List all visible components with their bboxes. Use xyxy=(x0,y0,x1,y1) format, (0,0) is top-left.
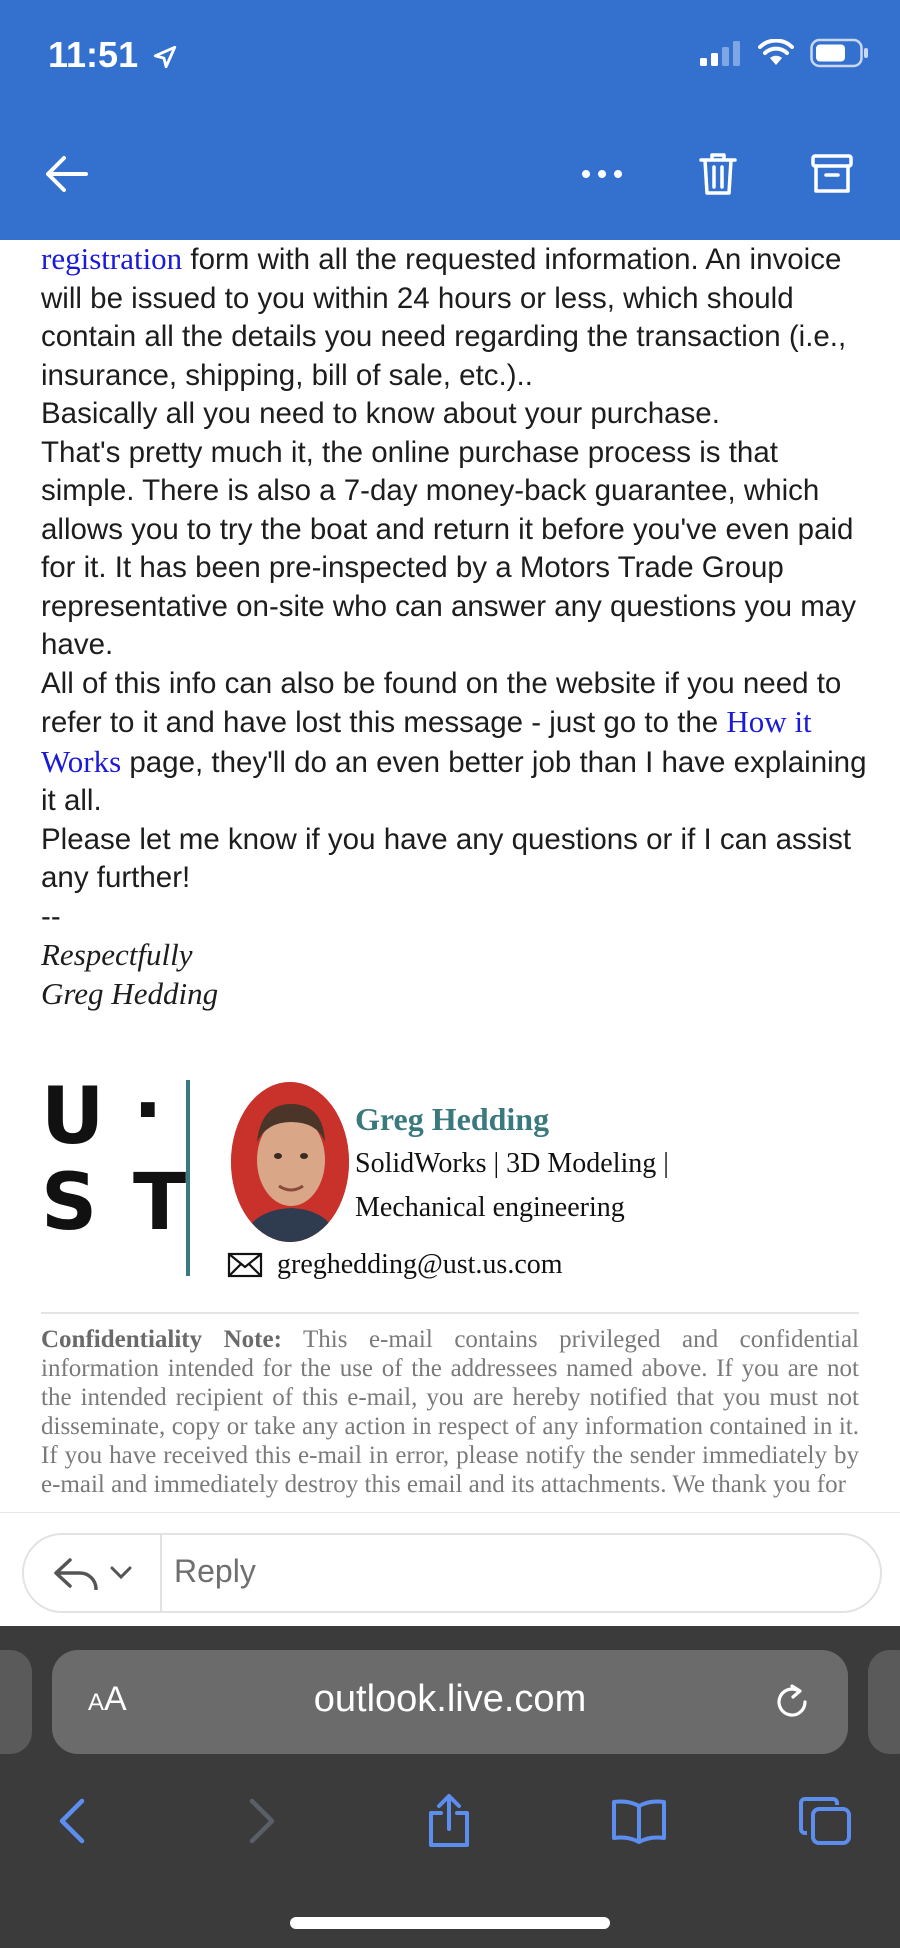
logo-letter: S xyxy=(41,1158,98,1248)
tabs-icon xyxy=(797,1795,853,1847)
chevron-down-icon xyxy=(110,1566,132,1580)
signature-email-row[interactable] xyxy=(227,1246,563,1285)
signature-name: Greg Hedding xyxy=(355,1101,550,1137)
reply-box[interactable] xyxy=(22,1533,882,1613)
email-paragraph: Basically all you need to know about your purchase. xyxy=(41,397,720,430)
home-indicator xyxy=(290,1917,610,1929)
archive-icon xyxy=(810,153,854,195)
reload-button[interactable] xyxy=(772,1682,812,1727)
next-tab-preview[interactable] xyxy=(868,1650,900,1754)
location-arrow-icon xyxy=(152,44,178,70)
browser-back-button[interactable] xyxy=(36,1786,106,1856)
reply-options-button[interactable] xyxy=(24,1535,162,1611)
back-button[interactable] xyxy=(34,142,98,206)
ust-logo xyxy=(41,1066,191,1268)
time-label: 11:51 xyxy=(48,34,139,75)
book-icon xyxy=(610,1798,668,1844)
logo-letter: T xyxy=(133,1158,187,1248)
trash-icon xyxy=(698,151,738,197)
signature-title: SolidWorks | 3D Modeling | Mechanical engineering xyxy=(355,1148,669,1223)
mail-app-bar xyxy=(0,106,900,240)
paragraph-text: form with all the requested information. An invoice will be issued to you within 24 hours or less, which should contain all the details you need regarding the transaction (i.e., insurance, shipping, bill of sale, etc.).. xyxy=(41,243,847,392)
email-signature xyxy=(41,1058,871,1280)
browser-chrome xyxy=(0,1626,900,1948)
signature-dashes: -- xyxy=(41,899,61,933)
url-text[interactable]: outlook.live.com xyxy=(313,1678,587,1720)
browser-forward-button[interactable] xyxy=(228,1786,298,1856)
cellular-signal-icon xyxy=(698,40,742,66)
battery-icon xyxy=(810,38,870,68)
how-it-works-link[interactable]: How it Works xyxy=(41,704,812,779)
email-paragraph: That's pretty much it, the online purchase process is that simple. There is also a 7-day money-back guarantee, which allows you to try the boat and return it before you've even paid for it. It has been pre-inspected by a Motors Trade Group representative on-site who can answer any questions you may have. xyxy=(41,435,856,661)
arrow-left-icon xyxy=(42,154,90,194)
share-icon xyxy=(425,1793,473,1849)
closing-name: Greg Hedding xyxy=(41,975,219,1011)
confidentiality-note xyxy=(41,1325,859,1499)
email-paragraph: Please let me know if you have any questions or if I can assist any further! xyxy=(41,822,852,894)
archive-button[interactable] xyxy=(800,142,864,206)
paragraph-text: All of this info can also be found on the website if you need to refer to it and have lost this message - just go to the xyxy=(41,666,842,739)
chevron-right-icon xyxy=(248,1797,278,1845)
email-paragraph xyxy=(41,665,871,821)
status-icons xyxy=(698,38,870,68)
delete-button[interactable] xyxy=(686,142,750,206)
status-time xyxy=(48,34,178,76)
aa-big: A xyxy=(104,1680,127,1718)
aa-small: A xyxy=(88,1689,105,1716)
chevron-left-icon xyxy=(56,1797,86,1845)
reply-bar xyxy=(0,1512,900,1627)
divider xyxy=(41,1312,859,1314)
confidentiality-text: This e-mail contains privileged and confidential information intended for the use of the addressees named above. If you are not the intended recipient of this e-mail, you are hereby notified that you must not disseminate, copy or take any action in respect of any information contained in it. If you have received this e-mail in error, please notify the sender immediately by e-mail and immediately destroy this email and its attachments. We thank you for xyxy=(41,1326,860,1498)
email-paragraph xyxy=(41,240,871,395)
email-body xyxy=(41,240,871,1512)
address-bar[interactable] xyxy=(52,1650,848,1754)
previous-tab-preview[interactable] xyxy=(0,1650,32,1754)
reload-icon xyxy=(772,1682,812,1722)
confidentiality-label: Confidentiality Note: xyxy=(41,1326,282,1353)
signature-divider xyxy=(186,1080,190,1276)
tabs-button[interactable] xyxy=(790,1786,860,1856)
registration-link[interactable]: registration xyxy=(41,241,183,276)
logo-letter: U xyxy=(41,1072,105,1162)
browser-toolbar xyxy=(0,1786,900,1866)
logo-letter: · xyxy=(133,1066,163,1156)
reply-arrow-icon xyxy=(52,1556,100,1590)
share-button[interactable] xyxy=(414,1786,484,1856)
paragraph-text: page, they'll do an even better job than I have explaining it all. xyxy=(41,745,867,817)
signature-email[interactable]: greghedding@ust.us.com xyxy=(277,1249,563,1280)
avatar xyxy=(231,1082,349,1242)
envelope-icon xyxy=(227,1252,263,1278)
wifi-icon xyxy=(758,39,794,67)
bookmarks-button[interactable] xyxy=(604,1786,674,1856)
reply-input[interactable]: Reply xyxy=(174,1553,256,1589)
closing-line: Respectfully xyxy=(41,937,193,972)
more-options-button[interactable] xyxy=(570,142,634,206)
status-bar xyxy=(0,0,900,106)
more-horizontal-icon xyxy=(580,168,624,180)
